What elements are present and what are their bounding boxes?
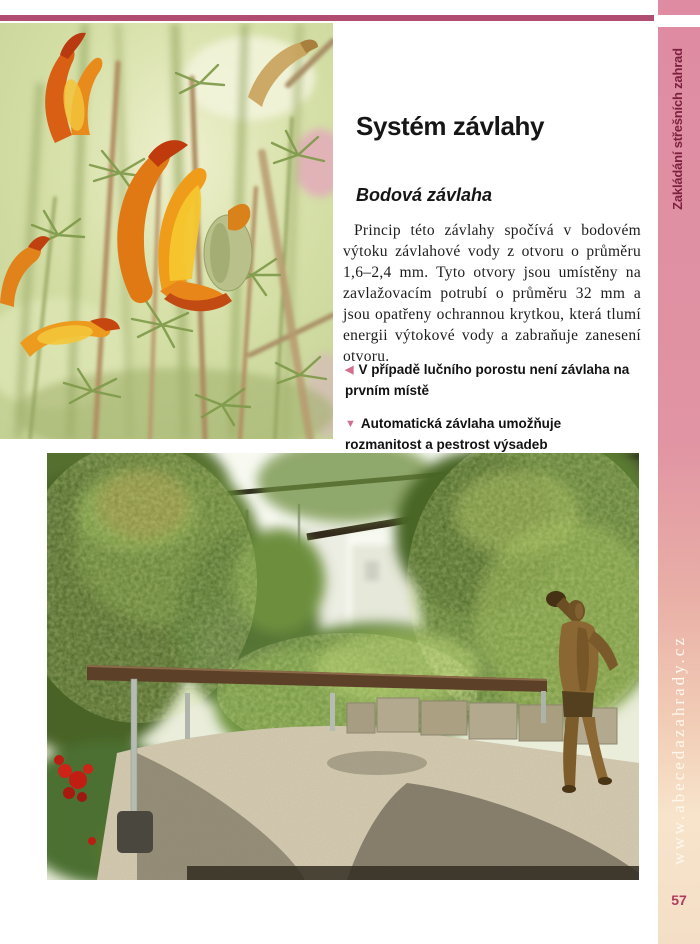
body-paragraph: Princip této závlahy spočívá v bodovém výtoku závlahové vody z otvoru o průměru 1,6–2,4 mm. Tyto otvory jsou umístěny na zavlažovacím potrubí o průměru 32 mm a jsou opatřeny ochrannou krytkou, která tlumí energii výtokové vody a zabraňuje zanesení otvoru. xyxy=(343,221,641,365)
photo-caption-garden xyxy=(345,414,637,455)
section-subtitle: Bodová závlaha xyxy=(356,184,493,205)
photo-caption-text: V případě lučního porostu není závlaha na prvním místě xyxy=(345,362,630,398)
page-title: Systém závlahy xyxy=(356,111,545,142)
page-number: 57 xyxy=(671,892,687,908)
triangle-down-icon: ▼ xyxy=(345,418,356,430)
triangle-left-icon: ◀ xyxy=(345,364,354,376)
garden-photo xyxy=(47,453,639,880)
photo-caption-flowers xyxy=(345,360,637,401)
top-rule xyxy=(0,15,654,21)
website-vertical-label: www.abecedazahrady.cz xyxy=(669,635,688,865)
photo-caption-text: Automatická závlaha umožňuje rozmanitost a pestrost výsadeb xyxy=(345,416,562,452)
sidebar-tab-label: Zakládání střešních zahrad xyxy=(670,48,685,210)
sidebar-top-square xyxy=(658,0,700,15)
flowers-photo xyxy=(0,23,333,439)
